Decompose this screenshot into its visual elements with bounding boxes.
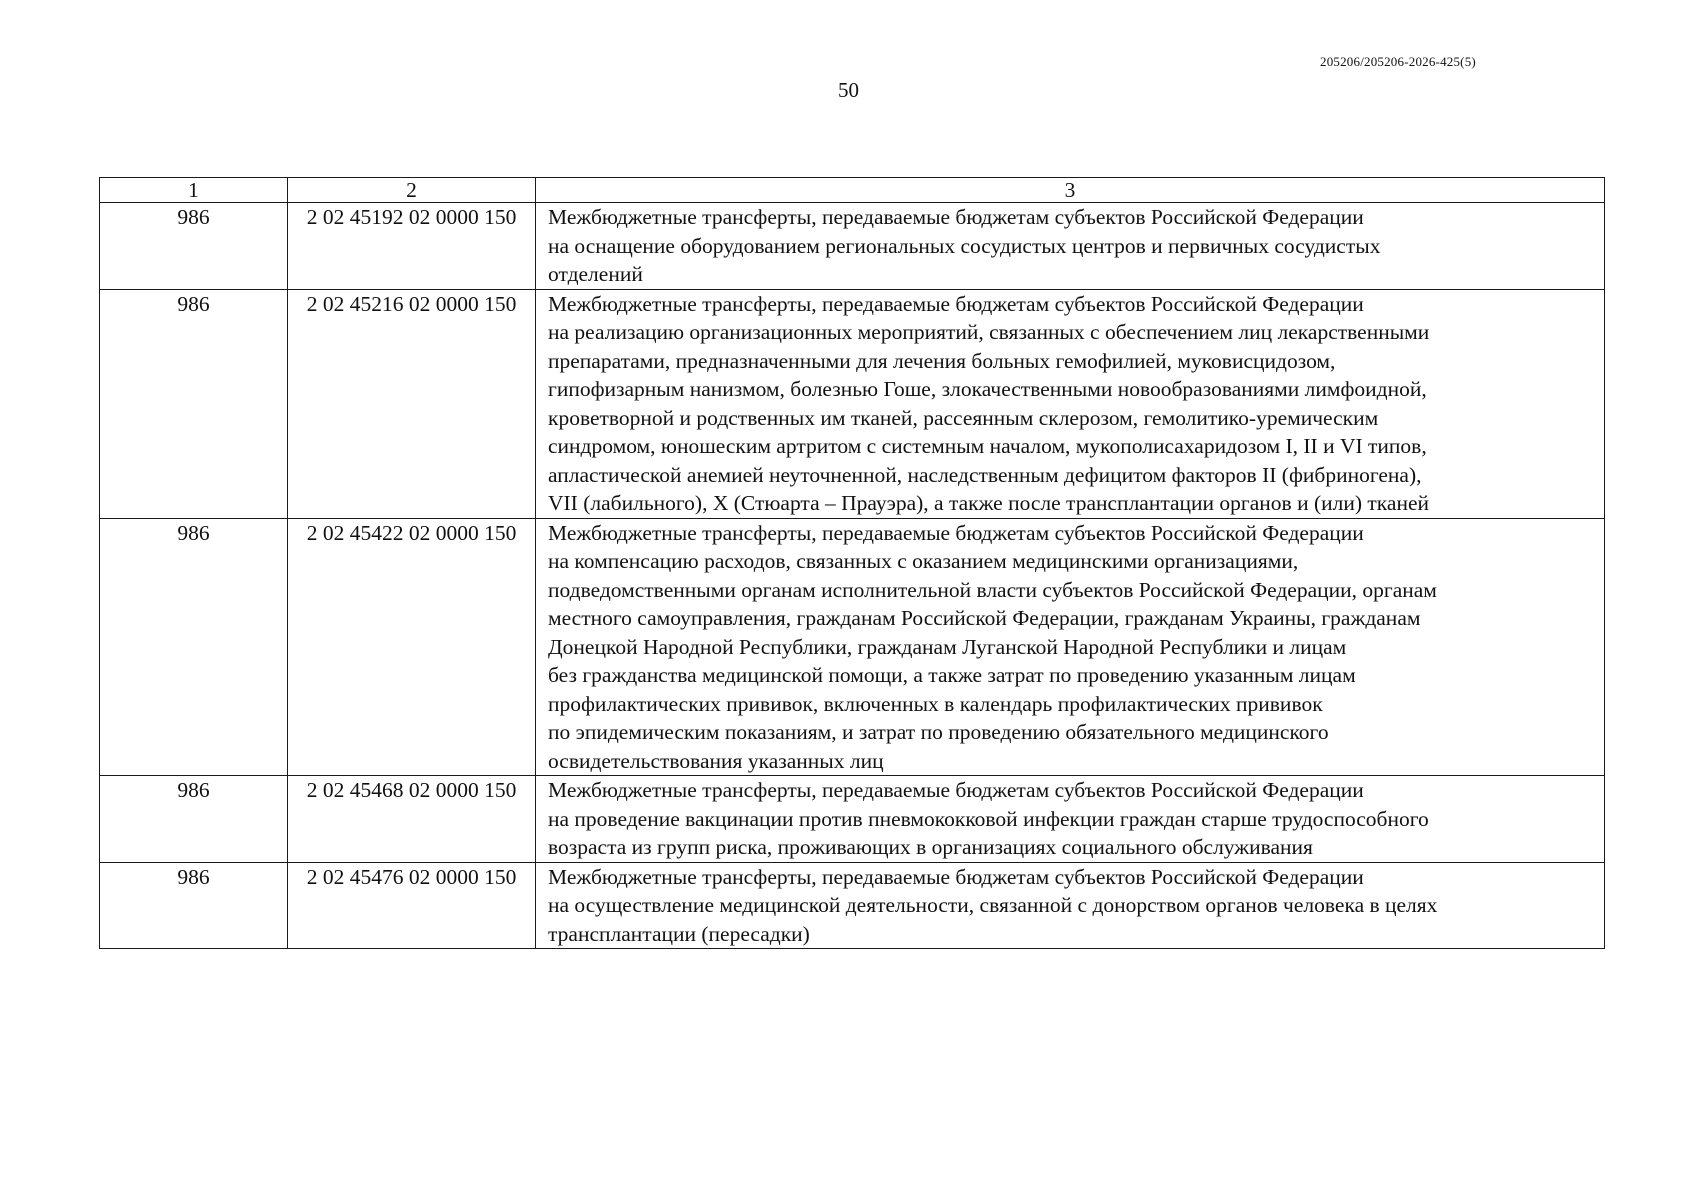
administrator-code: 986 <box>100 203 288 290</box>
description-line: Межбюджетные трансферты, передаваемые бюджетам субъектов Российской Федерации <box>548 205 1364 229</box>
administrator-code: 986 <box>100 776 288 863</box>
table-row <box>100 203 1605 290</box>
administrator-code: 986 <box>100 289 288 518</box>
description-line: Межбюджетные трансферты, передаваемые бюджетам субъектов Российской Федерации <box>548 778 1364 802</box>
description-line: препаратами, предназначенными для лечения больных гемофилией, муковисцидозом, <box>548 348 1336 373</box>
administrator-code: 986 <box>100 862 288 949</box>
description-line: гипофизарным нанизмом, болезнью Гоше, злокачественными новообразованиями лимфоидной, <box>548 377 1427 401</box>
page-number: 50 <box>838 78 859 102</box>
description-line: Донецкой Народной Республики, гражданам Луганской Народной Республики и лицам <box>548 634 1347 659</box>
table-row <box>100 289 1605 518</box>
description-line: VII (лабильного), X (Стюарта – Прауэра), а также после трансплантации органов и (или) тканей <box>548 491 1430 515</box>
description-line: местного самоуправления, гражданам Российской Федерации, гражданам Украины, гражданам <box>548 606 1421 630</box>
column-number-2: 2 <box>288 178 536 203</box>
column-number-3: 3 <box>536 178 1605 203</box>
description-line: на реализацию организационных мероприятий, связанных с обеспечением лиц лекарственными <box>548 320 1430 344</box>
table-row <box>100 518 1605 776</box>
description-line: на оснащение оборудованием региональных сосудистых центров и первичных сосудистых <box>548 233 1381 258</box>
document-id: 205206/205206-2026-425(5) <box>1320 54 1476 69</box>
revenue-description <box>536 862 1605 949</box>
revenue-description <box>536 776 1605 863</box>
revenue-description <box>536 289 1605 518</box>
revenue-description <box>536 518 1605 776</box>
table-row <box>100 862 1605 949</box>
description-line: на компенсацию расходов, связанных с оказанием медицинскими организациями, <box>548 549 1299 573</box>
budget-classification-table <box>99 177 1605 949</box>
revenue-code: 2 02 45216 02 0000 150 <box>288 289 536 518</box>
description-line: Межбюджетные трансферты, передаваемые бюджетам субъектов Российской Федерации <box>548 864 1364 889</box>
description-line: на осуществление медицинской деятельности, связанной с донорством органов человека в целях <box>548 893 1438 917</box>
description-line: без гражданства медицинской помощи, а также затрат по проведению указанным лицам <box>548 663 1356 687</box>
administrator-code: 986 <box>100 518 288 776</box>
description-line: Межбюджетные трансферты, передаваемые бюджетам субъектов Российской Федерации <box>548 291 1364 316</box>
description-line: трансплантации (пересадки) <box>548 921 810 946</box>
description-line: возраста из групп риска, проживающих в организациях социального обслуживания <box>548 835 1313 859</box>
description-line: подведомственными органам исполнительной власти субъектов Российской Федерации, органам <box>548 577 1437 602</box>
description-line: синдромом, юношеским артритом с системным началом, мукополисахаридозом I, II и VI типов, <box>548 434 1427 458</box>
description-line: на проведение вакцинации против пневмококковой инфекции граждан старше трудоспособного <box>548 806 1429 831</box>
revenue-code: 2 02 45422 02 0000 150 <box>288 518 536 776</box>
revenue-code: 2 02 45468 02 0000 150 <box>288 776 536 863</box>
column-number-1: 1 <box>100 178 288 203</box>
description-line: профилактических прививок, включенных в календарь профилактических прививок <box>548 691 1323 716</box>
description-line: Межбюджетные трансферты, передаваемые бюджетам субъектов Российской Федерации <box>548 520 1364 545</box>
column-number-row <box>100 178 1605 203</box>
description-line: кроветворной и родственных им тканей, рассеянным склерозом, гемолитико-уремическим <box>548 405 1379 430</box>
description-line: по эпидемическим показаниям, и затрат по проведению обязательного медицинского <box>548 720 1329 744</box>
revenue-code: 2 02 45192 02 0000 150 <box>288 203 536 290</box>
table-row <box>100 776 1605 863</box>
revenue-description <box>536 203 1605 290</box>
description-line: апластической анемией неуточненной, наследственным дефицитом факторов II (фибриногена), <box>548 462 1422 487</box>
description-line: освидетельствования указанных лиц <box>548 748 884 773</box>
description-line: отделений <box>548 262 643 286</box>
revenue-code: 2 02 45476 02 0000 150 <box>288 862 536 949</box>
